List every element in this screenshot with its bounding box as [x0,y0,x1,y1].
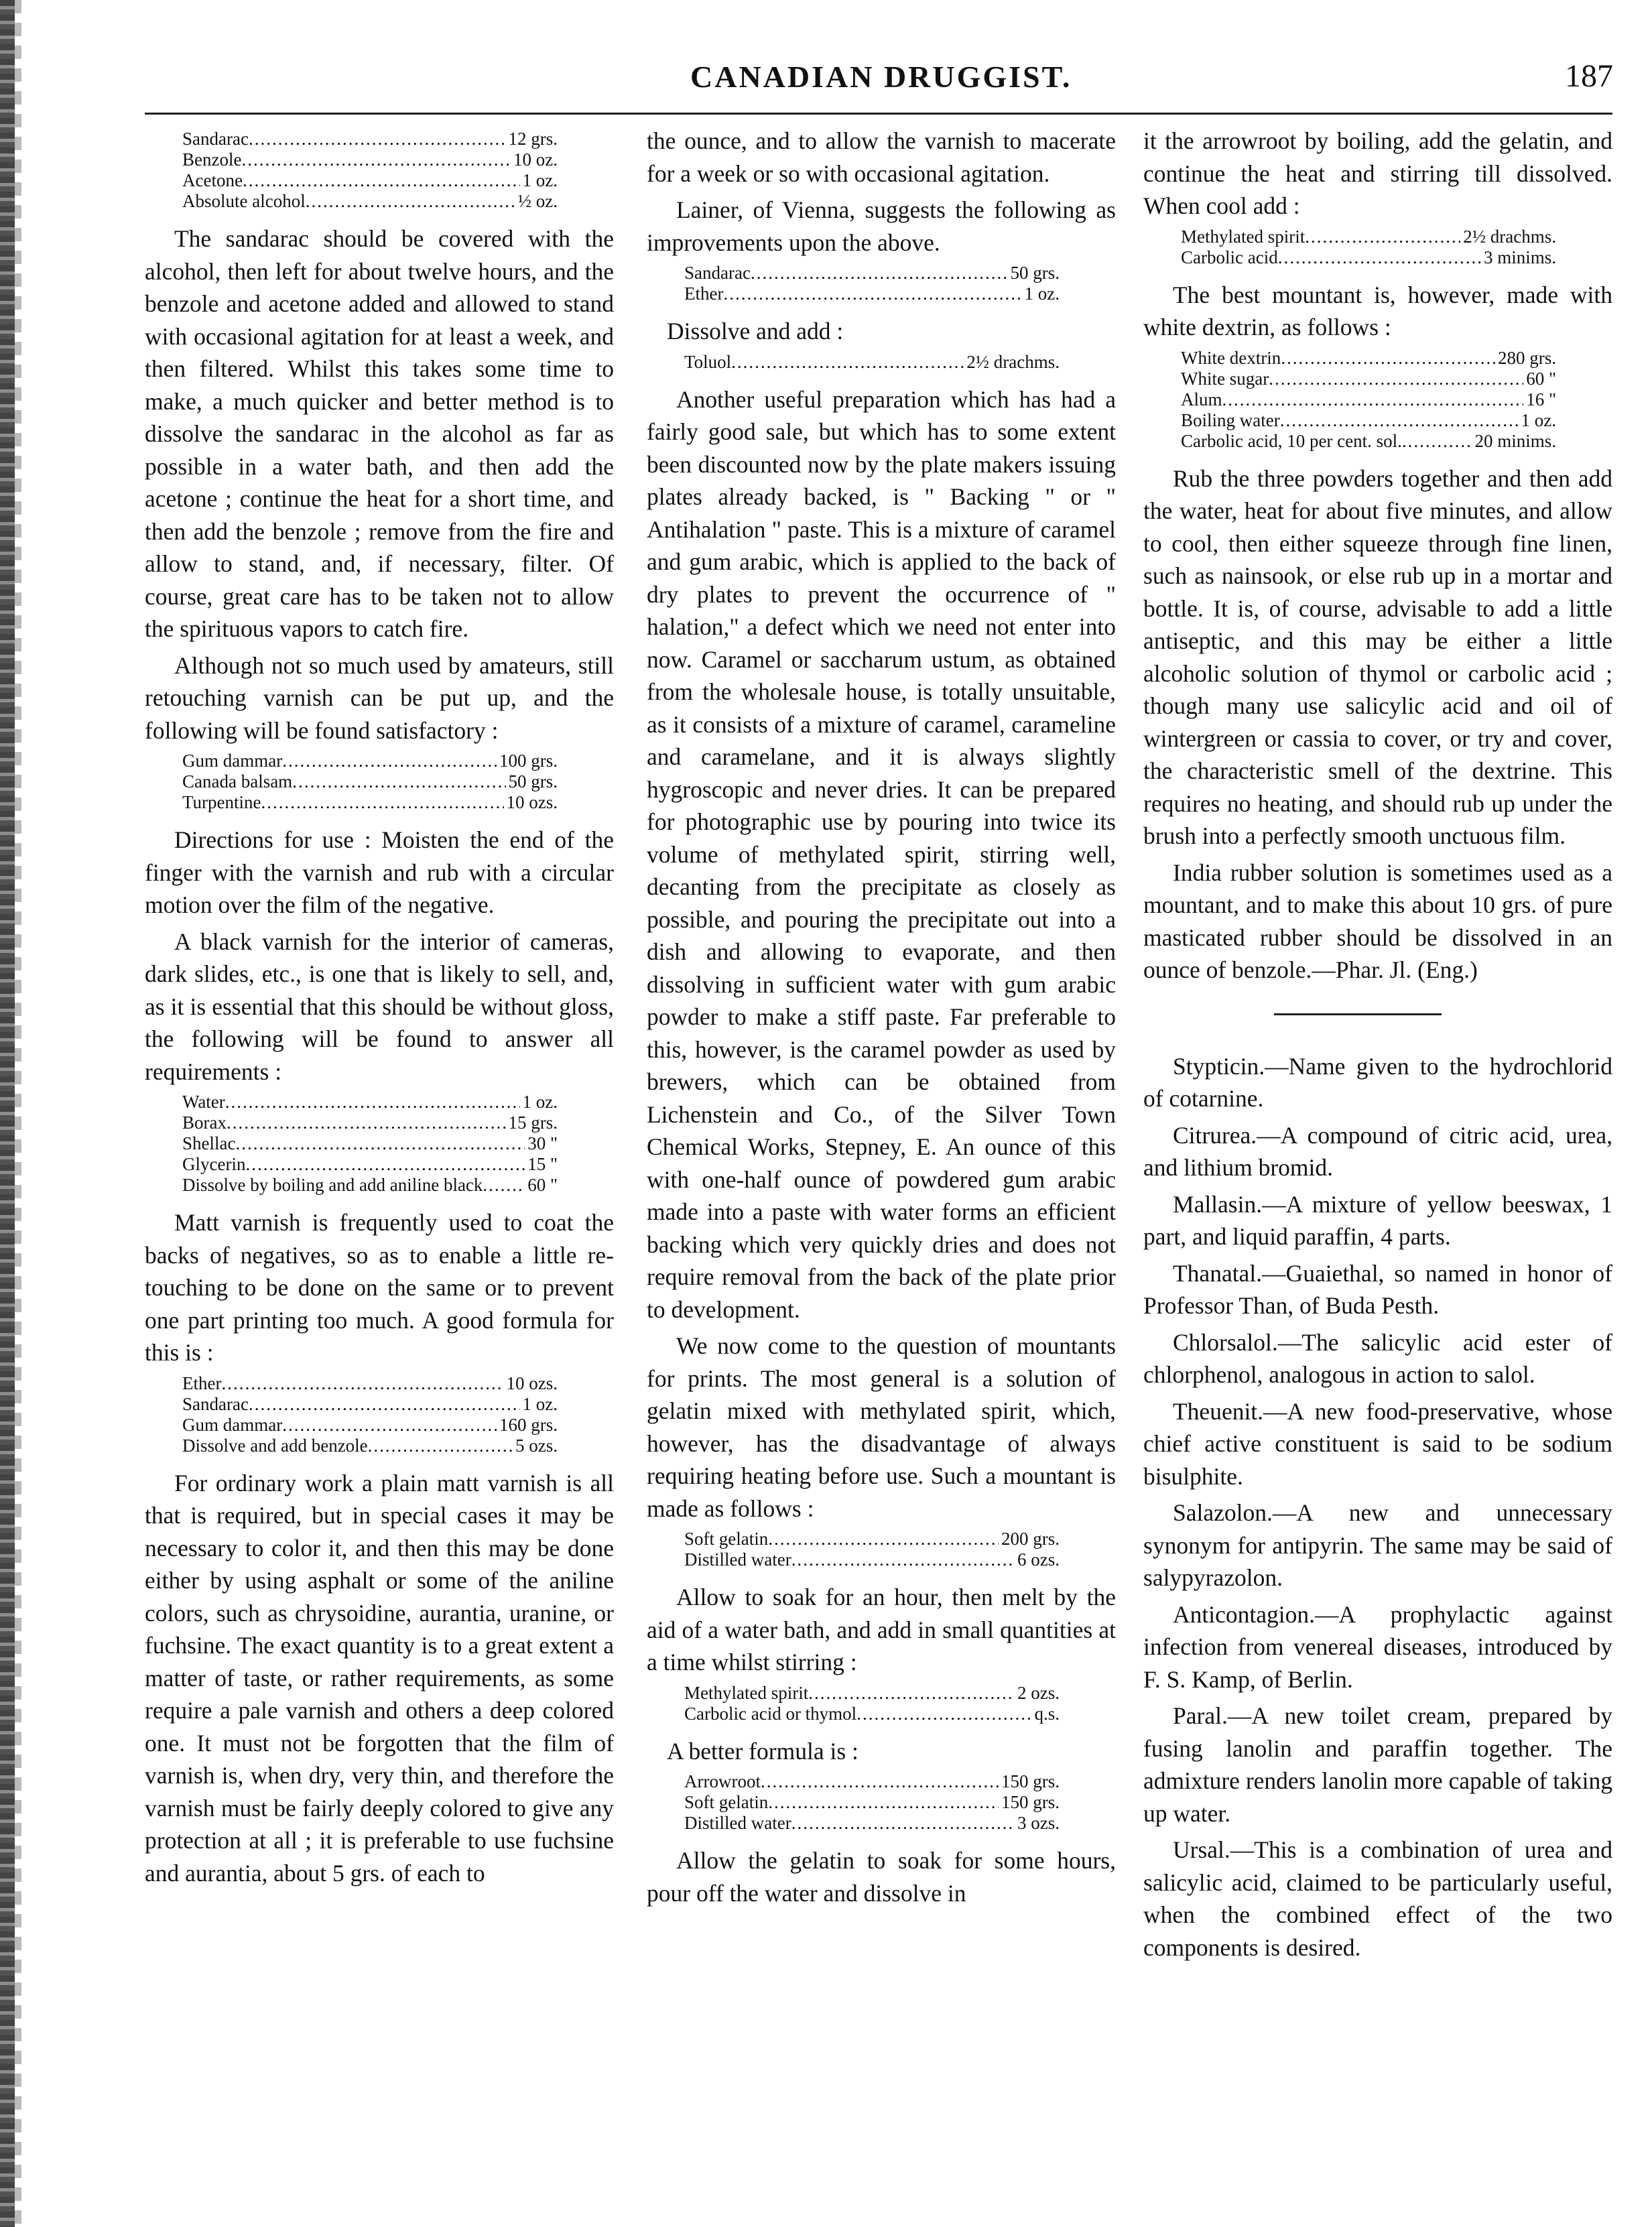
formula-line [182,1373,558,1394]
formula-line [684,1792,1060,1813]
paragraph: Allow to soak for an hour, then melt by the aid of a water bath, and add in small quantities at a time whilst stirring : [647,1584,1116,1675]
formula-quantity: 60 " [1526,368,1556,389]
formula-line [684,1813,1060,1834]
definition-entry: Citrurea.—A compound of citric acid, urea, and lithium bromid. [1143,1121,1612,1181]
paragraph: Although not so much used by amateurs, still retouching varnish can be put up, and the following will be found satisfactory : [145,651,614,744]
formula-quantity: 1 oz. [522,1393,558,1414]
paragraph: Rub the three powders together and then add the water, heat for about five minutes, and allow to cool, then either squeeze through fine linen, such as nainsook, or else rub up in a mortar and bottle. It is, of course, advisable to add a little antiseptic, and this may be either a little alcoholic solution of thymol or carbolic acid ; though many use salicylic acid and oil of wintergreen or cassia to cover, or try and cover, the characteristic smell of the dextrine. This requires no heating, and should rub up under the brush into a perfectly smooth unctuous film. [1143,464,1612,849]
formula-ingredient: Gum dammar [182,751,283,771]
paragraph: Lainer, of Vienna, suggests the following as improvements upon the above. [647,196,1116,256]
subheading: Dissolve and add : [667,318,844,344]
header-rule [145,113,1612,115]
formula [684,1683,1060,1724]
formula-ingredient: Turpentine [182,792,261,812]
leader-dots [227,1112,506,1133]
formula-ingredient: Carbolic acid [1181,247,1278,267]
formula-line [1181,247,1556,268]
leader-dots [1278,247,1481,268]
definition-entry: Salazolon.—A new and unnecessary synonym for antipyrin. The same may be said of salypyrazolon. [1143,1499,1612,1591]
leader-dots [282,1415,497,1436]
formula-quantity: 6 ozs. [1017,1549,1060,1570]
leader-dots [483,1175,525,1196]
formula-line [684,283,1060,304]
paragraph: India rubber solution is sometimes used as a mountant, and to make this about 10 grs. of pure masticated rubber should be dissolved in an ounce of benzole.—Phar. Jl. (Eng.) [1143,858,1612,983]
leader-dots [1269,369,1523,389]
formula [182,129,558,212]
formula-ingredient: Toluol [684,351,732,372]
formula-quantity: 10 ozs. [506,1373,558,1393]
formula-line [684,352,1060,373]
page-number: 187 [1565,58,1613,94]
formula-line [684,1549,1060,1570]
section-separator [1274,1013,1442,1015]
formula [1181,227,1556,268]
leader-dots [1402,431,1472,452]
formula-line [182,1436,558,1456]
leader-dots [1222,389,1524,410]
formula-quantity: 50 grs. [508,771,558,791]
leader-dots [856,1704,1031,1724]
binding-edge [0,0,15,2227]
leader-dots [723,283,1021,304]
definition-entry: Stypticin.—Name given to the hydrochlorid of cotarnine. [1143,1052,1612,1112]
formula-line [182,149,558,170]
formula-ingredient: Ether [182,1373,222,1393]
paragraph: it the arrowroot by boiling, add the gelatin, and continue the heat and stirring till dissolved. When cool add : [1143,127,1612,219]
formula-line [1181,348,1556,369]
formula-ingredient: Absolute alcohol [182,191,306,211]
column-3 [1143,125,1612,1968]
leader-dots [243,170,520,191]
formula-quantity: 160 grs. [499,1414,558,1435]
binding-edge-shadow [15,0,21,2227]
formula-ingredient: Glycerin [182,1154,246,1174]
formula-quantity: 30 " [527,1133,558,1153]
formula-line [1181,431,1556,452]
formula-ingredient: Dissolve by boiling and add aniline black [182,1175,483,1195]
formula [182,1092,558,1196]
definition-entry: Ursal.—This is a combination of urea and salicylic acid, claimed to be particularly useful, when the combined effect of the two components is desired. [1143,1836,1612,1961]
formula-line [182,1175,558,1196]
formula-ingredient: Soft gelatin [684,1529,769,1549]
formula-line [1181,389,1556,410]
formula-line [684,1704,1060,1724]
formula [182,751,558,813]
formula-quantity: ½ oz. [517,191,558,211]
formula-line [182,792,558,813]
formula [684,1771,1060,1834]
paragraph: The best mountant is, however, made with white dextrin, as follows : [1143,281,1612,340]
column-2 [647,125,1116,1913]
leader-dots [241,149,511,170]
leader-dots [368,1436,513,1456]
paragraph: The sandarac should be covered with the alcohol, then left for about twelve hours, and the benzole and acetone added and allowed to stand with occasional agitation for at least a week, and then filtered. Whilst this takes some time to make, a much quicker and better method is to dissolve the sandarac in the alcohol as far as possible in a water bath, and then add the acetone ; continue the heat for a short time, and then add the benzole ; remove from the fire and allow to stand, and, if necessary, filter. Of course, great care has to be taken not to allow the spirituous vapors to catch fire. [145,225,614,642]
leader-dots [261,792,504,813]
formula-line [684,1529,1060,1549]
formula-ingredient: Sandarac [684,263,751,283]
formula-ingredient: Shellac [182,1133,236,1153]
formula-ingredient: Methylated spirit [684,1682,809,1703]
definition-entry: Paral.—A new toilet cream, prepared by fusing lanolin and paraffin together. The admixture renders lanolin more capable of taking up water. [1143,1702,1612,1827]
formula [182,1373,558,1456]
subheading: A better formula is : [667,1737,859,1765]
formula-line [1181,369,1556,389]
formula-ingredient: Distilled water [684,1813,791,1833]
formula-line [182,191,558,212]
formula-quantity: 12 grs. [508,129,558,149]
formula-ingredient: Distilled water [684,1549,791,1570]
leader-dots [791,1549,1015,1570]
formula-quantity: 3 minims. [1483,247,1556,267]
formula-ingredient: Acetone [182,170,243,190]
definitions-list [1143,1050,1612,1964]
formula-quantity: 200 grs. [1001,1529,1060,1549]
definition-entry: Mallasin.—A mixture of yellow beeswax, 1 part, and liquid paraffin, 4 parts. [1143,1190,1612,1250]
formula-ingredient: Canada balsam [182,771,293,791]
leader-dots [245,1154,525,1175]
formula-quantity: 10 oz. [513,149,558,170]
formula-quantity: 280 grs. [1498,347,1556,368]
leader-dots [768,1529,999,1549]
formula-ingredient: Sandarac [182,1393,249,1414]
formula-line [1181,410,1556,431]
formula-ingredient: Benzole [182,149,242,170]
paragraph: Another useful preparation which has had a fairly good sale, but which has to some extent been discounted now by the plate makers issuing plates already backed, is " Backing " or " Antihalation " paste. This is a mixture of caramel and gum arabic, which is applied to the back of dry plates to prevent the occurrence of " halation," a defect which we need not enter into now. Caramel or saccharum ustum, as obtained from the wholesale house, is totally unsuitable, as it consists of a mixture of caramel, carameline and caramelane, and it is always slightly hygroscopic and never dries. It can be prepared for photographic use by pouring into twice its volume of methylated spirit, stirring well, decanting from the precipitate as closely as possible, and pouring the precipitate out into a dish and allowing to evaporate, and then dissolving in sufficient water with gum arabic powder to make a stiff paste. Far preferable to this, however, is the caramel powder as used by brewers, which can be obtained from Lichenstein and Co., of the Silver Town Chemical Works, Stepney, E. An ounce of this with one-half ounce of powdered gum arabic made into a paste with water forms an efficient backing which very quickly dries and does not require removal from the back of the plate prior to development. [647,385,1116,1323]
formula-ingredient: Ether [684,283,724,304]
formula-line [684,263,1060,283]
formula-quantity: 1 oz. [1024,283,1060,304]
leader-dots [249,129,506,149]
formula-line [182,1092,558,1112]
formula [684,352,1060,373]
leader-dots [751,263,1008,283]
leader-dots [1280,410,1519,431]
formula-quantity: 15 grs. [508,1112,558,1133]
formula-quantity: 10 ozs. [506,792,558,812]
formula-line [182,170,558,191]
formula-quantity: 1 oz. [1521,409,1556,430]
leader-dots [306,191,515,212]
formula-line [182,1154,558,1175]
paragraph: Allow the gelatin to soak for some hours, pour off the water and dissolve in [647,1847,1116,1907]
paragraph: For ordinary work a plain matt varnish is all that is required, but in special cases it may be necessary to color it, and then this may be done either by using asphalt or some of the aniline colors, such as chrysoidine, aurantia, uranine, or fuchsine. The exact quantity is to a great extent a matter of taste, or rather requirements, as some require a pale varnish and others a deep colored one. It must not be forgotten that the film of varnish is, when dry, very thin, and therefore the varnish must be fairly deeply colored to give any protection at all ; it is preferable to use fuchsine and aurantia, about 5 grs. of each to [145,1469,614,1887]
formula-quantity: 20 minims. [1474,430,1556,451]
formula [1181,348,1556,452]
formula-line [182,1112,558,1133]
formula-quantity: 16 " [1526,389,1556,409]
formula-ingredient: Soft gelatin [684,1792,769,1812]
formula-quantity: 1 oz. [522,170,558,190]
formula-ingredient: Sandarac [182,129,249,149]
formula-line [182,1394,558,1415]
formula-line [182,771,558,792]
formula-line [684,1771,1060,1792]
formula-line [182,1133,558,1154]
formula-quantity: 2½ drachms. [1463,226,1556,247]
paragraph: Matt varnish is frequently used to coat the backs of negatives, so as to enable a little re-touching to be done on the same or to prevent one part printing too much. A good formula for this is : [145,1209,614,1366]
paragraph: the ounce, and to allow the varnish to macerate for a week or so with occasional agitation. [647,127,1116,187]
leader-dots [761,1771,999,1792]
paragraph: We now come to the question of mountants for prints. The most general is a solution of gelatin mixed with methylated spirit, which, however, has the disadvantage of always requiring heating before use. Such a mountant is made as follows : [647,1332,1116,1522]
formula-ingredient: Boiling water [1181,409,1280,430]
running-head: CANADIAN DRUGGIST. [690,60,1072,94]
formula-ingredient: Gum dammar [182,1414,283,1435]
formula-ingredient: Borax [182,1112,227,1133]
formula-ingredient: White sugar [1181,368,1269,389]
leader-dots [221,1373,503,1394]
definition-entry: Anticontagion.—A prophylactic against infection from venereal diseases, introduced by F. S. Kamp, of Berlin. [1143,1600,1612,1693]
definition-entry: Chlorsalol.—The salicylic acid ester of chlorphenol, analogous in action to salol. [1143,1328,1612,1388]
paragraph: A black varnish for the interior of cameras, dark slides, etc., is one that is likely to sell, and, as it is essential that this should be without gloss, the following will be found to answer all requirements : [145,928,614,1085]
formula-ingredient: Carbolic acid, 10 per cent. sol. [1181,430,1402,451]
formula-quantity: 60 " [527,1175,558,1195]
leader-dots [791,1813,1015,1834]
formula-ingredient: Arrowroot [684,1771,761,1791]
formula-quantity: 1 oz. [522,1092,558,1112]
leader-dots [235,1133,525,1154]
formula-quantity: q.s. [1034,1703,1060,1724]
leader-dots [731,352,964,373]
leader-dots [768,1792,999,1813]
paragraph: Directions for use : Moisten the end of the finger with the varnish and rub with a circular motion over the film of the negative. [145,826,614,918]
formula-ingredient: Carbolic acid or thymol [684,1703,857,1724]
definition-entry: Thanatal.—Guaiethal, so named in honor of Professor Than, of Buda Pesth. [1143,1259,1612,1319]
formula-quantity: 2½ drachms. [966,351,1060,372]
leader-dots [282,751,497,771]
formula-line [182,1415,558,1436]
column-1 [145,125,614,1893]
leader-dots [292,771,505,792]
formula-ingredient: Alum [1181,389,1222,409]
formula-ingredient: White dextrin [1181,347,1281,368]
formula-ingredient: Methylated spirit [1181,226,1306,247]
leader-dots [249,1394,520,1415]
formula-quantity: 150 grs. [1001,1771,1060,1791]
formula-line [182,129,558,149]
formula [684,1529,1060,1570]
formula-ingredient: Water [182,1092,225,1112]
leader-dots [225,1092,520,1112]
formula-quantity: 5 ozs. [515,1435,558,1456]
formula-line [684,1683,1060,1704]
leader-dots [1281,348,1495,369]
formula-quantity: 2 ozs. [1017,1682,1060,1703]
definition-entry: Theuenit.—A new food-preservative, whose chief active constituent is said to be sodium bisulphite. [1143,1397,1612,1490]
leader-dots [808,1683,1015,1704]
formula [684,263,1060,304]
formula-quantity: 3 ozs. [1017,1813,1060,1833]
formula-quantity: 50 grs. [1010,263,1060,283]
leader-dots [1305,227,1460,247]
formula-line [182,751,558,771]
formula-ingredient: Dissolve and add benzole [182,1435,368,1456]
formula-quantity: 100 grs. [499,751,558,771]
formula-line [1181,227,1556,247]
formula-quantity: 150 grs. [1001,1792,1060,1812]
formula-quantity: 15 " [527,1154,558,1174]
